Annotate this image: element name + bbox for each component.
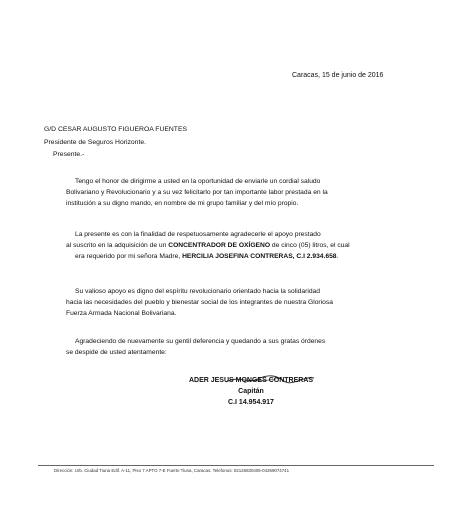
- paragraph-support: [66, 286, 406, 320]
- paragraph-closing: [66, 336, 406, 358]
- recipient-presente: Presente.-: [53, 151, 85, 159]
- paragraph-line: se despide de usted atentamente:: [66, 349, 167, 357]
- text-run: al suscrito en la adquisición de un: [66, 242, 169, 250]
- signer-id: C.I 14.954.917: [228, 399, 274, 406]
- recipient-block: [44, 124, 187, 162]
- paragraph-greeting: [66, 176, 406, 210]
- paragraph-line: La presente es con la finalidad de respetuosamente agradecerle el apoyo prestado: [75, 231, 321, 238]
- recipient-name: G/D CESAR AUGUSTO FIGUEROA FUENTES: [44, 126, 188, 133]
- letter-date: Caracas, 15 de junio de 2016: [292, 72, 384, 79]
- equipment-name: CONCENTRADOR DE OXÍGENO: [168, 242, 271, 250]
- text-run: era requerido por mi señora Madre,: [75, 253, 183, 261]
- paragraph-line: Su valioso apoyo es digno del espíritu revolucionario orientado hacia la solidaridad: [75, 288, 320, 295]
- paragraph-line: Fuerza Armada Nacional Bolivariana.: [66, 310, 177, 318]
- footer-divider: [38, 465, 434, 466]
- paragraph-line: hacia las necesidades del pueblo y bienestar social de los integrantes de nuestra Gloriosa: [66, 299, 333, 307]
- paragraph-line: Bolivariano y Revolucionario y a su vez felicitarlo por tan importante labor prestada en la: [66, 189, 328, 197]
- signature-block: [166, 371, 336, 421]
- recipient-title: Presidente de Seguros Horizonte.: [44, 138, 147, 146]
- footer-address: Dirección: Urb. Ciudad Tiuna Edif. A-11, Piso 7 APTO 7-E Fuerte Tiuna, Caracas. Telefonos: 02126830405-04269074741: [54, 468, 290, 473]
- paragraph-line: [66, 251, 406, 262]
- paragraph-line: institución a su digno mando, en nombre de mi grupo familiar y del mío propio.: [66, 200, 299, 208]
- paragraph-purpose: [66, 229, 406, 263]
- signer-rank: Capitán: [238, 388, 264, 395]
- signer-name: ADER JESUS MONGES CONTRERAS: [188, 377, 314, 384]
- paragraph-line: Agradeciendo de nuevamente su gentil deferencia y quedando a sus gratas órdenes: [75, 338, 326, 345]
- text-run: .: [336, 253, 339, 261]
- paragraph-line: [66, 240, 406, 251]
- text-run: de cinco (05) litros, el cual: [270, 242, 350, 250]
- paragraph-line: Tengo el honor de dirigirme a usted en la oportunidad de enviarle un cordial saludo: [75, 178, 321, 185]
- beneficiary-name: HERCILIA JOSEFINA CONTRERAS, C.I 2.934.658: [182, 253, 337, 261]
